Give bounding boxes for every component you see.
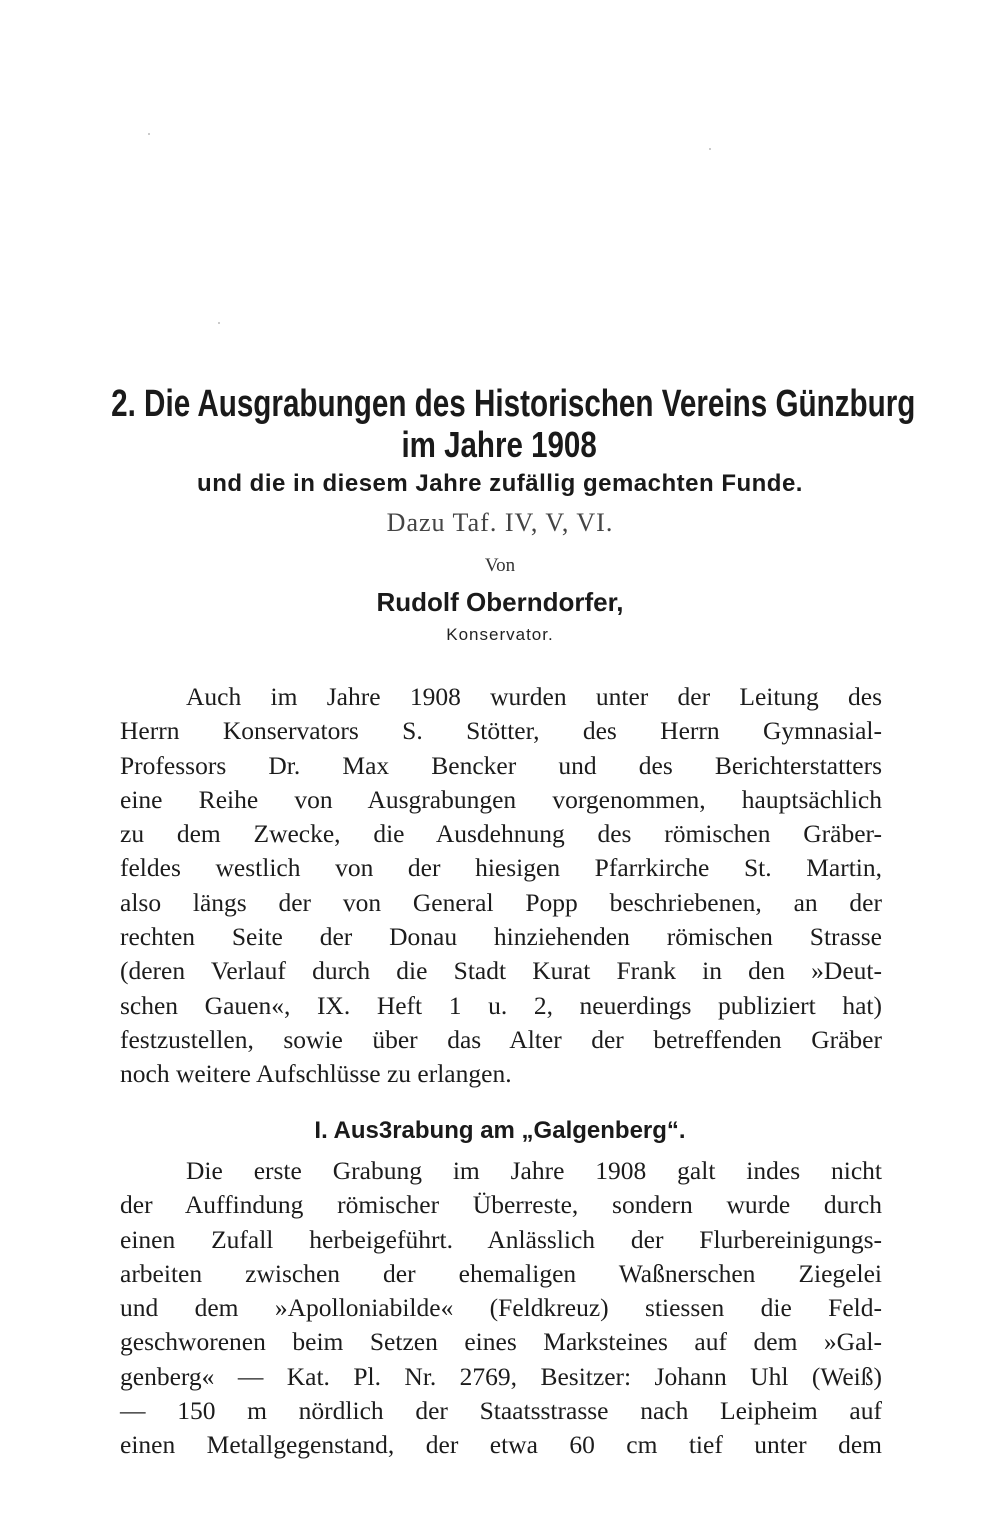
text-line: Auch im Jahre 1908 wurden unter der Leitung des	[186, 682, 882, 711]
text-line: Herrn Konservators S. Stötter, des Herrn Gymnasial-	[120, 716, 882, 746]
text-line: einen Metallgegenstand, der etwa 60 cm tief unter dem	[120, 1430, 882, 1460]
scan-speck	[218, 322, 220, 324]
author-role: Konservator.	[446, 625, 554, 644]
section-paragraph	[120, 1154, 882, 1463]
text-line: noch weitere Aufschlüsse zu erlangen.	[120, 1059, 512, 1089]
plates-reference: Dazu Taf. IV, V, VI.	[386, 508, 614, 537]
scan-speck	[148, 133, 150, 135]
text-line: also längs der von General Popp beschriebenen, an der	[120, 887, 882, 917]
text-line: Die erste Grabung im Jahre 1908 galt indes nicht	[186, 1156, 882, 1185]
intro-paragraph	[120, 680, 882, 1092]
text-line: feldes westlich von der hiesigen Pfarrkirche St. Martin,	[120, 853, 882, 883]
text-line: — 150 m nördlich der Staatsstrasse nach Leipheim auf	[120, 1396, 882, 1426]
by-line: Von	[484, 555, 516, 576]
text-line: genberg« — Kat. Pl. Nr. 2769, Besitzer: Johann Uhl (Weiß)	[120, 1361, 882, 1391]
section-heading: I. Aus3rabung am „Galgenberg“.	[314, 1117, 686, 1144]
text-line: festzustellen, sowie über das Alter der betreffenden Gräber	[120, 1024, 882, 1054]
text-line: eine Reihe von Ausgrabungen vorgenommen, hauptsächlich	[120, 784, 882, 814]
text-line: rechten Seite der Donau hinziehenden römischen Strasse	[120, 922, 882, 952]
scan-speck	[709, 148, 711, 150]
article-subtitle: und die in diesem Jahre zufällig gemachten Funde.	[197, 470, 803, 497]
text-line: geschworenen beim Setzen eines Marksteines auf dem »Gal-	[120, 1327, 882, 1357]
article-title-line-1: 2. Die Ausgrabungen des Historischen Vereins Günzburg	[111, 383, 916, 425]
author-name: Rudolf Oberndorfer,	[376, 587, 624, 617]
text-line: und dem »Apolloniabilde« (Feldkreuz) stiessen die Feld-	[120, 1293, 882, 1323]
text-line: arbeiten zwischen der ehemaligen Waßnerschen Ziegelei	[120, 1258, 882, 1288]
text-line: der Auffindung römischer Überreste, sondern wurde durch	[120, 1190, 882, 1220]
text-line: einen Zufall herbeigeführt. Anlässlich der Flurbereinigungs-	[120, 1224, 882, 1254]
text-line: (deren Verlauf durch die Stadt Kurat Frank in den »Deut-	[120, 956, 882, 986]
text-line: schen Gauen«, IX. Heft 1 u. 2, neuerdings publiziert hat)	[120, 990, 882, 1020]
text-line: Professors Dr. Max Bencker und des Berichterstatters	[120, 750, 882, 780]
article-title-line-2: im Jahre 1908	[401, 424, 597, 465]
text-line: zu dem Zwecke, die Ausdehnung des römischen Gräber-	[120, 819, 882, 849]
